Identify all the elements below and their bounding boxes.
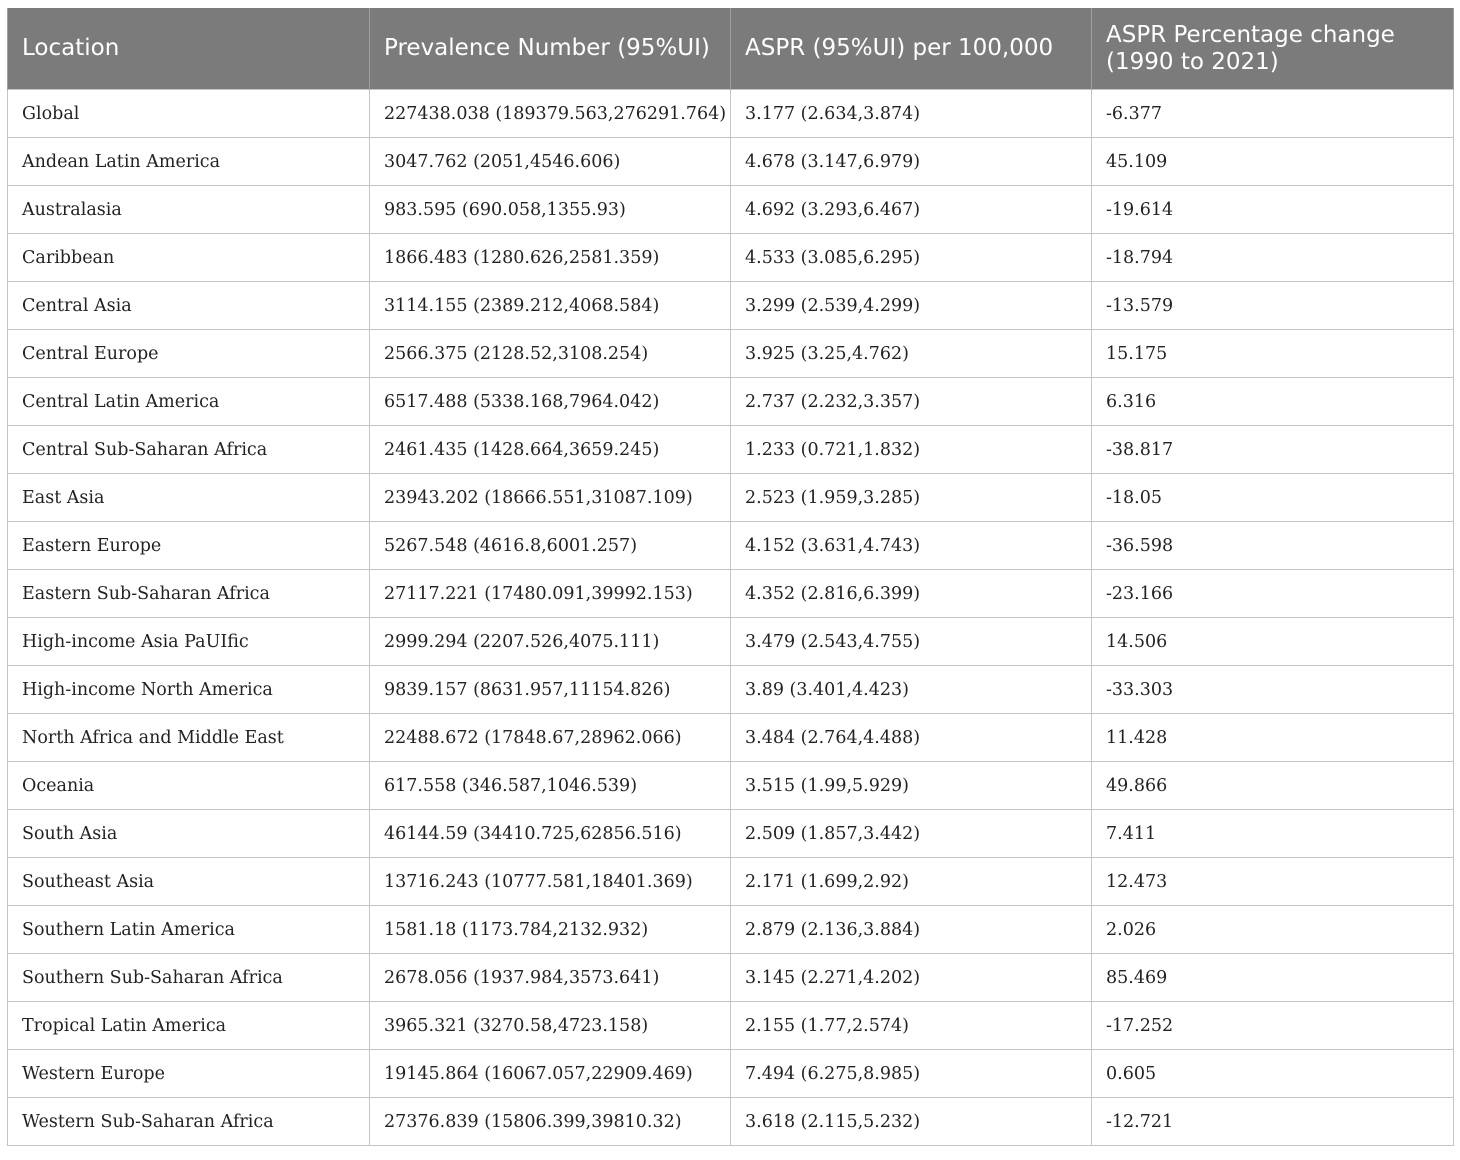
cell-location: High-income North America (8, 666, 370, 714)
cell-aspr: 2.879 (2.136,3.884) (731, 906, 1092, 954)
table-row (8, 858, 1454, 906)
cell-aspr-percentage-change: -13.579 (1092, 282, 1454, 330)
cell-aspr-percentage-change: 12.473 (1092, 858, 1454, 906)
cell-prevalence-number: 19145.864 (16067.057,22909.469) (370, 1050, 731, 1098)
cell-location: East Asia (8, 474, 370, 522)
table-row (8, 618, 1454, 666)
cell-aspr: 1.233 (0.721,1.832) (731, 426, 1092, 474)
cell-prevalence-number: 13716.243 (10777.581,18401.369) (370, 858, 731, 906)
cell-location: Southern Latin America (8, 906, 370, 954)
cell-prevalence-number: 46144.59 (34410.725,62856.516) (370, 810, 731, 858)
cell-aspr-percentage-change: -33.303 (1092, 666, 1454, 714)
cell-aspr-percentage-change: 49.866 (1092, 762, 1454, 810)
table-row (8, 762, 1454, 810)
table-row (8, 378, 1454, 426)
cell-prevalence-number: 2678.056 (1937.984,3573.641) (370, 954, 731, 1002)
cell-aspr-percentage-change: -17.252 (1092, 1002, 1454, 1050)
cell-aspr-percentage-change: 7.411 (1092, 810, 1454, 858)
cell-location: North Africa and Middle East (8, 714, 370, 762)
cell-aspr-percentage-change: 11.428 (1092, 714, 1454, 762)
cell-aspr: 3.299 (2.539,4.299) (731, 282, 1092, 330)
cell-aspr: 4.692 (3.293,6.467) (731, 186, 1092, 234)
cell-aspr-percentage-change: 2.026 (1092, 906, 1454, 954)
cell-location: Global (8, 90, 370, 138)
cell-aspr-percentage-change: 85.469 (1092, 954, 1454, 1002)
cell-prevalence-number: 27117.221 (17480.091,39992.153) (370, 570, 731, 618)
cell-prevalence-number: 6517.488 (5338.168,7964.042) (370, 378, 731, 426)
cell-location: Oceania (8, 762, 370, 810)
header-location: Location (8, 8, 370, 90)
cell-prevalence-number: 3047.762 (2051,4546.606) (370, 138, 731, 186)
cell-location: Southeast Asia (8, 858, 370, 906)
table-row (8, 1050, 1454, 1098)
cell-aspr-percentage-change: -19.614 (1092, 186, 1454, 234)
cell-aspr: 2.509 (1.857,3.442) (731, 810, 1092, 858)
table-body (8, 90, 1454, 1146)
cell-location: Central Sub-Saharan Africa (8, 426, 370, 474)
cell-aspr: 3.925 (3.25,4.762) (731, 330, 1092, 378)
cell-aspr-percentage-change: -36.598 (1092, 522, 1454, 570)
table-row (8, 522, 1454, 570)
cell-aspr: 3.89 (3.401,4.423) (731, 666, 1092, 714)
table-row (8, 570, 1454, 618)
cell-aspr-percentage-change: 45.109 (1092, 138, 1454, 186)
cell-prevalence-number: 5267.548 (4616.8,6001.257) (370, 522, 731, 570)
table-row (8, 1002, 1454, 1050)
cell-location: Andean Latin America (8, 138, 370, 186)
cell-aspr: 3.177 (2.634,3.874) (731, 90, 1092, 138)
prevalence-table (7, 8, 1454, 1146)
cell-aspr-percentage-change: -12.721 (1092, 1098, 1454, 1146)
cell-aspr-percentage-change: -38.817 (1092, 426, 1454, 474)
cell-prevalence-number: 2461.435 (1428.664,3659.245) (370, 426, 731, 474)
cell-aspr: 4.678 (3.147,6.979) (731, 138, 1092, 186)
header-aspr: ASPR (95%UI) per 100,000 (731, 8, 1092, 90)
cell-prevalence-number: 3965.321 (3270.58,4723.158) (370, 1002, 731, 1050)
prevalence-table-container (7, 8, 1453, 1146)
cell-location: Central Latin America (8, 378, 370, 426)
cell-prevalence-number: 3114.155 (2389.212,4068.584) (370, 282, 731, 330)
cell-aspr-percentage-change: 14.506 (1092, 618, 1454, 666)
cell-prevalence-number: 1866.483 (1280.626,2581.359) (370, 234, 731, 282)
cell-location: Southern Sub-Saharan Africa (8, 954, 370, 1002)
cell-aspr-percentage-change: -23.166 (1092, 570, 1454, 618)
cell-aspr: 3.479 (2.543,4.755) (731, 618, 1092, 666)
cell-location: South Asia (8, 810, 370, 858)
table-row (8, 234, 1454, 282)
cell-aspr: 2.155 (1.77,2.574) (731, 1002, 1092, 1050)
cell-location: High-income Asia PaUIfic (8, 618, 370, 666)
table-row (8, 954, 1454, 1002)
table-row (8, 714, 1454, 762)
cell-aspr: 4.352 (2.816,6.399) (731, 570, 1092, 618)
header-prevalence-number: Prevalence Number (95%UI) (370, 8, 731, 90)
table-row (8, 282, 1454, 330)
table-row (8, 1098, 1454, 1146)
cell-aspr: 2.171 (1.699,2.92) (731, 858, 1092, 906)
cell-location: Australasia (8, 186, 370, 234)
cell-aspr-percentage-change: -6.377 (1092, 90, 1454, 138)
cell-prevalence-number: 2566.375 (2128.52,3108.254) (370, 330, 731, 378)
table-row (8, 666, 1454, 714)
cell-prevalence-number: 983.595 (690.058,1355.93) (370, 186, 731, 234)
cell-aspr-percentage-change: 15.175 (1092, 330, 1454, 378)
table-row (8, 138, 1454, 186)
header-aspr-percentage-change: ASPR Percentage change (1990 to 2021) (1092, 8, 1454, 90)
cell-location: Eastern Europe (8, 522, 370, 570)
table-row (8, 906, 1454, 954)
cell-prevalence-number: 27376.839 (15806.399,39810.32) (370, 1098, 731, 1146)
cell-aspr: 3.145 (2.271,4.202) (731, 954, 1092, 1002)
cell-location: Central Asia (8, 282, 370, 330)
table-header (8, 8, 1454, 90)
cell-location: Western Europe (8, 1050, 370, 1098)
cell-location: Caribbean (8, 234, 370, 282)
table-row (8, 426, 1454, 474)
cell-aspr: 4.152 (3.631,4.743) (731, 522, 1092, 570)
cell-aspr: 2.523 (1.959,3.285) (731, 474, 1092, 522)
table-row (8, 90, 1454, 138)
cell-location: Western Sub-Saharan Africa (8, 1098, 370, 1146)
cell-prevalence-number: 617.558 (346.587,1046.539) (370, 762, 731, 810)
table-row (8, 330, 1454, 378)
table-row (8, 186, 1454, 234)
cell-aspr-percentage-change: 6.316 (1092, 378, 1454, 426)
cell-aspr-percentage-change: 0.605 (1092, 1050, 1454, 1098)
table-row (8, 474, 1454, 522)
table-row (8, 810, 1454, 858)
cell-aspr: 3.515 (1.99,5.929) (731, 762, 1092, 810)
cell-aspr: 7.494 (6.275,8.985) (731, 1050, 1092, 1098)
cell-location: Central Europe (8, 330, 370, 378)
cell-location: Tropical Latin America (8, 1002, 370, 1050)
cell-prevalence-number: 227438.038 (189379.563,276291.764) (370, 90, 731, 138)
cell-prevalence-number: 22488.672 (17848.67,28962.066) (370, 714, 731, 762)
cell-aspr-percentage-change: -18.05 (1092, 474, 1454, 522)
cell-aspr: 2.737 (2.232,3.357) (731, 378, 1092, 426)
cell-prevalence-number: 2999.294 (2207.526,4075.111) (370, 618, 731, 666)
cell-aspr-percentage-change: -18.794 (1092, 234, 1454, 282)
cell-aspr: 4.533 (3.085,6.295) (731, 234, 1092, 282)
header-row (8, 8, 1454, 90)
cell-aspr: 3.484 (2.764,4.488) (731, 714, 1092, 762)
cell-location: Eastern Sub-Saharan Africa (8, 570, 370, 618)
cell-aspr: 3.618 (2.115,5.232) (731, 1098, 1092, 1146)
cell-prevalence-number: 23943.202 (18666.551,31087.109) (370, 474, 731, 522)
cell-prevalence-number: 1581.18 (1173.784,2132.932) (370, 906, 731, 954)
cell-prevalence-number: 9839.157 (8631.957,11154.826) (370, 666, 731, 714)
